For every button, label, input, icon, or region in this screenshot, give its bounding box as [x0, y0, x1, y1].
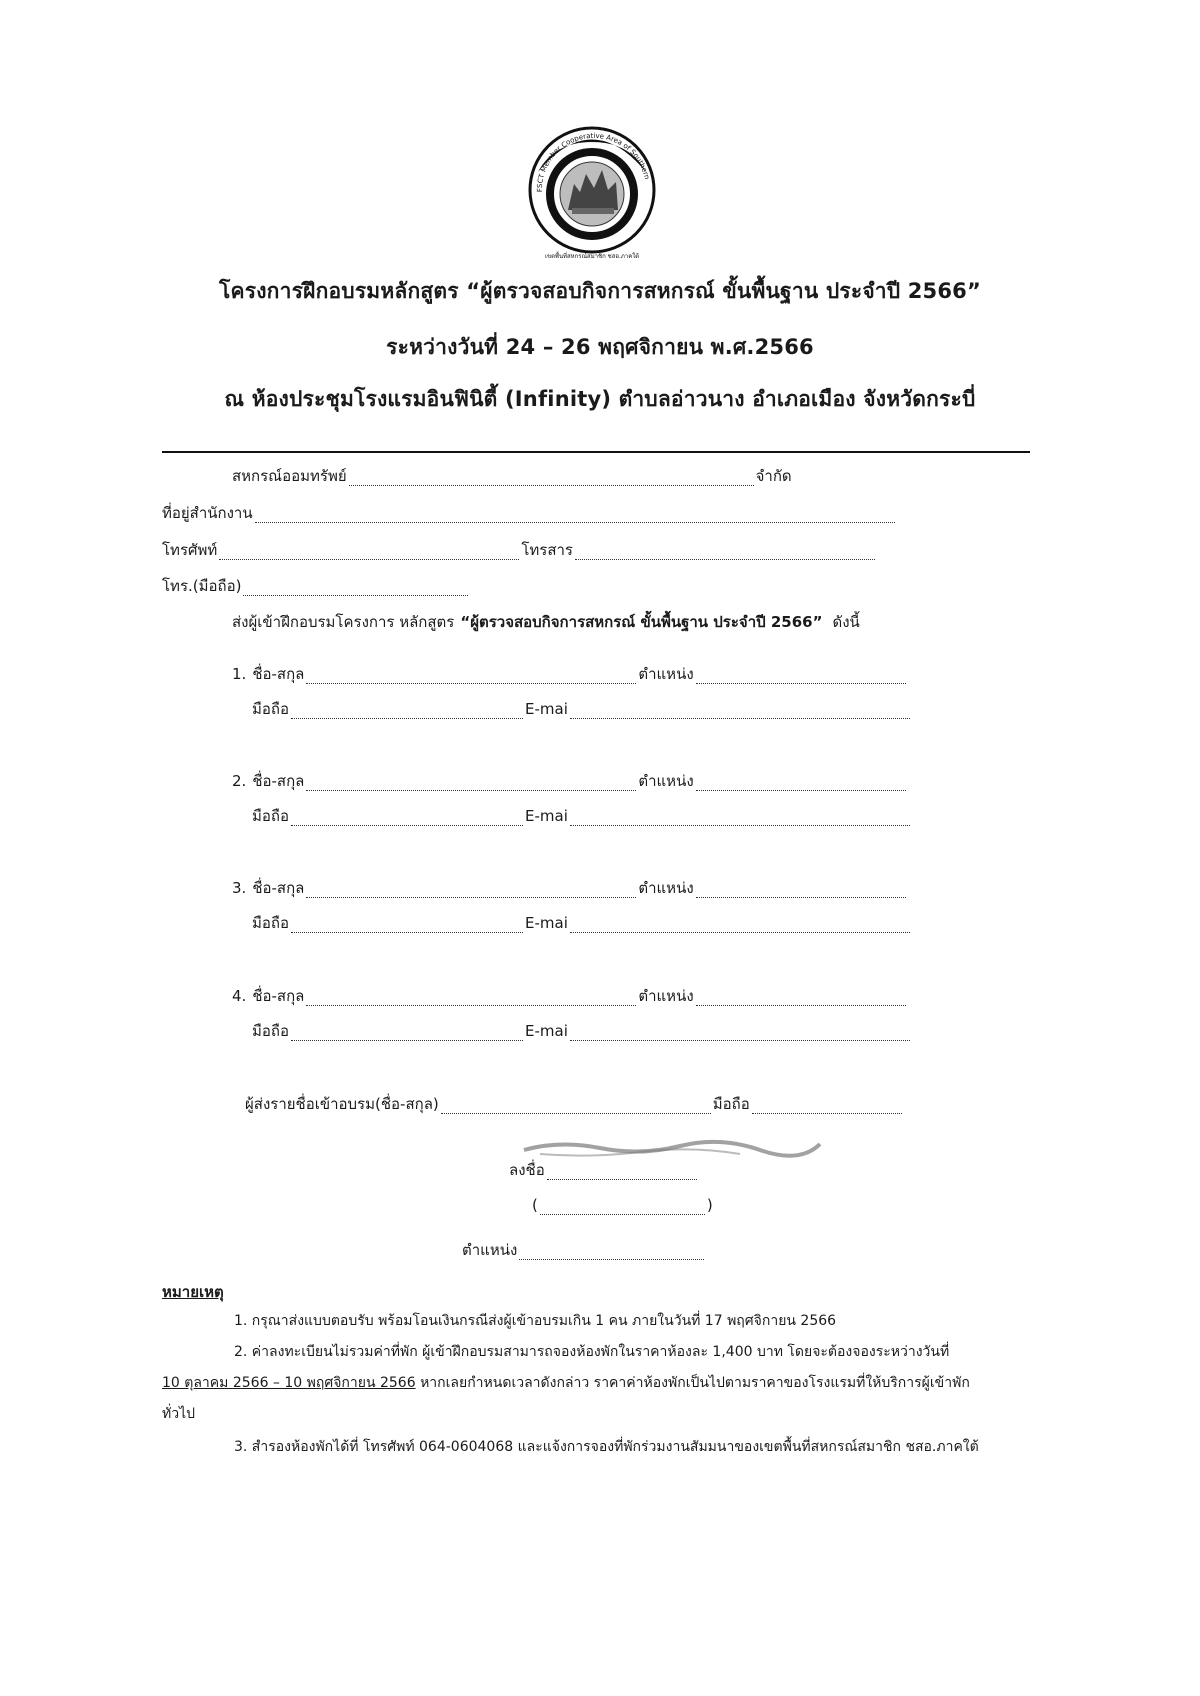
- participant-name-row[interactable]: [232, 664, 908, 684]
- participant-position-blank[interactable]: [696, 991, 906, 1006]
- participant-name-label: ชื่อ-สกุล: [252, 772, 305, 790]
- participant-contact-row[interactable]: [252, 1021, 912, 1041]
- participant-email-label: E-mai: [525, 914, 568, 932]
- coop-name-field[interactable]: [232, 466, 792, 486]
- participant-contact-row[interactable]: [252, 913, 912, 933]
- participant-name-blank[interactable]: [306, 669, 636, 684]
- participant-email-blank[interactable]: [570, 704, 910, 719]
- svg-text:เขตพื้นที่สหกรณ์สมาชิก ชสอ.ภาค: เขตพื้นที่สหกรณ์สมาชิก ชสอ.ภาคใต้: [544, 253, 640, 260]
- participant-email-blank[interactable]: [570, 811, 910, 826]
- svg-text:FSCT Member Cooperative Area o: FSCT Member Cooperative Area of Southern: [535, 131, 651, 193]
- office-address-label: ที่อยู่สำนักงาน: [162, 504, 253, 522]
- sign-label: ลงชื่อ: [509, 1161, 545, 1179]
- participant-position-blank[interactable]: [696, 669, 906, 684]
- cooperative-logo: [512, 112, 672, 262]
- participant-name-blank[interactable]: [306, 776, 636, 791]
- note-2-line1: 2. ค่าลงทะเบียนไม่รวมค่าที่พัก ผู้เข้าฝึกอบรมสามารถจองห้องพักในราคาห้องละ 1,400 บาท โดยจะต้องจองระหว่างวันที่: [234, 1344, 950, 1360]
- sign-position-field[interactable]: [462, 1240, 706, 1260]
- participant-position-blank[interactable]: [696, 776, 906, 791]
- participant-email-label: E-mai: [525, 700, 568, 718]
- participant-mobile-blank[interactable]: [291, 704, 523, 719]
- send-suffix: ดังนี้: [832, 613, 860, 631]
- course-name: “ผู้ตรวจสอบกิจการสหกรณ์ ขั้นพื้นฐาน ประจำปี 2566”: [460, 613, 823, 631]
- sender-field[interactable]: [245, 1094, 904, 1114]
- send-participants-line: [232, 612, 860, 632]
- coop-name-label: สหกรณ์ออมทรัพย์: [232, 467, 347, 485]
- participant-number: 1.: [232, 665, 247, 683]
- participant-mobile-label: มือถือ: [252, 807, 289, 825]
- participant-name-row[interactable]: [232, 878, 908, 898]
- note-2-line2-rest: หากเลยกำหนดเวลาดังกล่าว ราคาค่าห้องพักเป็นไปตามราคาของโรงแรมที่ให้บริการผู้เข้าพัก: [415, 1375, 970, 1391]
- paren-close: ): [706, 1196, 713, 1214]
- participant-position-blank[interactable]: [696, 883, 906, 898]
- participant-position-label: ตำแหน่ง: [638, 665, 694, 683]
- header-title-line2: ระหว่างวันที่ 24 – 26 พฤศจิกายน พ.ศ.2566: [386, 335, 814, 359]
- participant-name-label: ชื่อ-สกุล: [252, 665, 305, 683]
- participant-email-blank[interactable]: [570, 918, 910, 933]
- phone-fax-field[interactable]: [162, 540, 877, 560]
- sign-blank[interactable]: [547, 1165, 697, 1180]
- paren-open: (: [532, 1196, 538, 1214]
- office-address-blank[interactable]: [255, 508, 895, 523]
- participant-name-row[interactable]: [232, 986, 908, 1006]
- participant-number: 4.: [232, 987, 247, 1005]
- participant-position-label: ตำแหน่ง: [638, 987, 694, 1005]
- participant-name-label: ชื่อ-สกุล: [252, 879, 305, 897]
- sign-position-label: ตำแหน่ง: [462, 1241, 518, 1259]
- office-address-field[interactable]: [162, 503, 897, 523]
- participant-name-label: ชื่อ-สกุล: [252, 987, 305, 1005]
- phone-blank[interactable]: [219, 545, 519, 560]
- note-1: 1. กรุณาส่งแบบตอบรับ พร้อมโอนเงินกรณีส่งผู้เข้าอบรมเกิน 1 คน ภายในวันที่ 17 พฤศจิกายน 2566: [234, 1313, 837, 1329]
- note-2-line2: [162, 1373, 970, 1393]
- coop-name-suffix: จำกัด: [755, 467, 792, 485]
- header-divider: [162, 451, 1030, 453]
- note-3: 3. สำรองห้องพักได้ที่ โทรศัพท์ 064-0604068 และแจ้งการจองที่พักร่วมงานสัมมนาของเขตพื้นที่สหกรณ์สมาชิก ชสอ.ภาคใต้: [234, 1439, 979, 1455]
- sign-position-blank[interactable]: [519, 1245, 704, 1260]
- sender-mobile-blank[interactable]: [752, 1099, 902, 1114]
- participant-name-blank[interactable]: [306, 883, 636, 898]
- mobile-label: โทร.(มือถือ): [162, 577, 242, 595]
- sender-label: ผู้ส่งรายชื่อเข้าอบรม(ชื่อ-สกุล): [245, 1095, 439, 1113]
- sign-name-field[interactable]: [532, 1195, 713, 1215]
- participant-email-blank[interactable]: [570, 1026, 910, 1041]
- header-title-line1: โครงการฝึกอบรมหลักสูตร “ผู้ตรวจสอบกิจการสหกรณ์ ขั้นพื้นฐาน ประจำปี 2566”: [219, 279, 981, 303]
- fax-blank[interactable]: [575, 545, 875, 560]
- booking-period: 10 ตุลาคม 2566 – 10 พฤศจิกายน 2566: [162, 1375, 416, 1391]
- participant-email-label: E-mai: [525, 807, 568, 825]
- participant-contact-row[interactable]: [252, 806, 912, 826]
- mobile-blank[interactable]: [243, 581, 468, 596]
- phone-label: โทรศัพท์: [162, 541, 218, 559]
- sign-name-blank[interactable]: [540, 1200, 705, 1215]
- send-text: ส่งผู้เข้าฝึกอบรมโครงการ หลักสูตร: [232, 613, 455, 631]
- participant-name-blank[interactable]: [306, 991, 636, 1006]
- participant-number: 3.: [232, 879, 247, 897]
- participant-email-label: E-mai: [525, 1022, 568, 1040]
- participant-contact-row[interactable]: [252, 699, 912, 719]
- participant-number: 2.: [232, 772, 247, 790]
- notes-heading: หมายเหตุ: [162, 1283, 224, 1301]
- participant-mobile-blank[interactable]: [291, 1026, 523, 1041]
- header-title-line3: ณ ห้องประชุมโรงแรมอินฟินิตี้ (Infinity) ตำบลอ่าวนาง อำเภอเมือง จังหวัดกระบี่: [224, 387, 976, 411]
- participant-mobile-blank[interactable]: [291, 811, 523, 826]
- participant-position-label: ตำแหน่ง: [638, 772, 694, 790]
- participant-mobile-blank[interactable]: [291, 918, 523, 933]
- participant-position-label: ตำแหน่ง: [638, 879, 694, 897]
- note-2-line3: ทั่วไป: [162, 1406, 196, 1422]
- sender-name-blank[interactable]: [441, 1099, 711, 1114]
- sign-field[interactable]: [509, 1160, 699, 1180]
- participant-mobile-label: มือถือ: [252, 700, 289, 718]
- sender-mobile-label: มือถือ: [712, 1095, 750, 1113]
- participant-mobile-label: มือถือ: [252, 914, 289, 932]
- fax-label: โทรสาร: [521, 541, 573, 559]
- coop-name-blank[interactable]: [349, 471, 754, 486]
- mobile-field[interactable]: [162, 576, 470, 596]
- participant-name-row[interactable]: [232, 771, 908, 791]
- participant-mobile-label: มือถือ: [252, 1022, 289, 1040]
